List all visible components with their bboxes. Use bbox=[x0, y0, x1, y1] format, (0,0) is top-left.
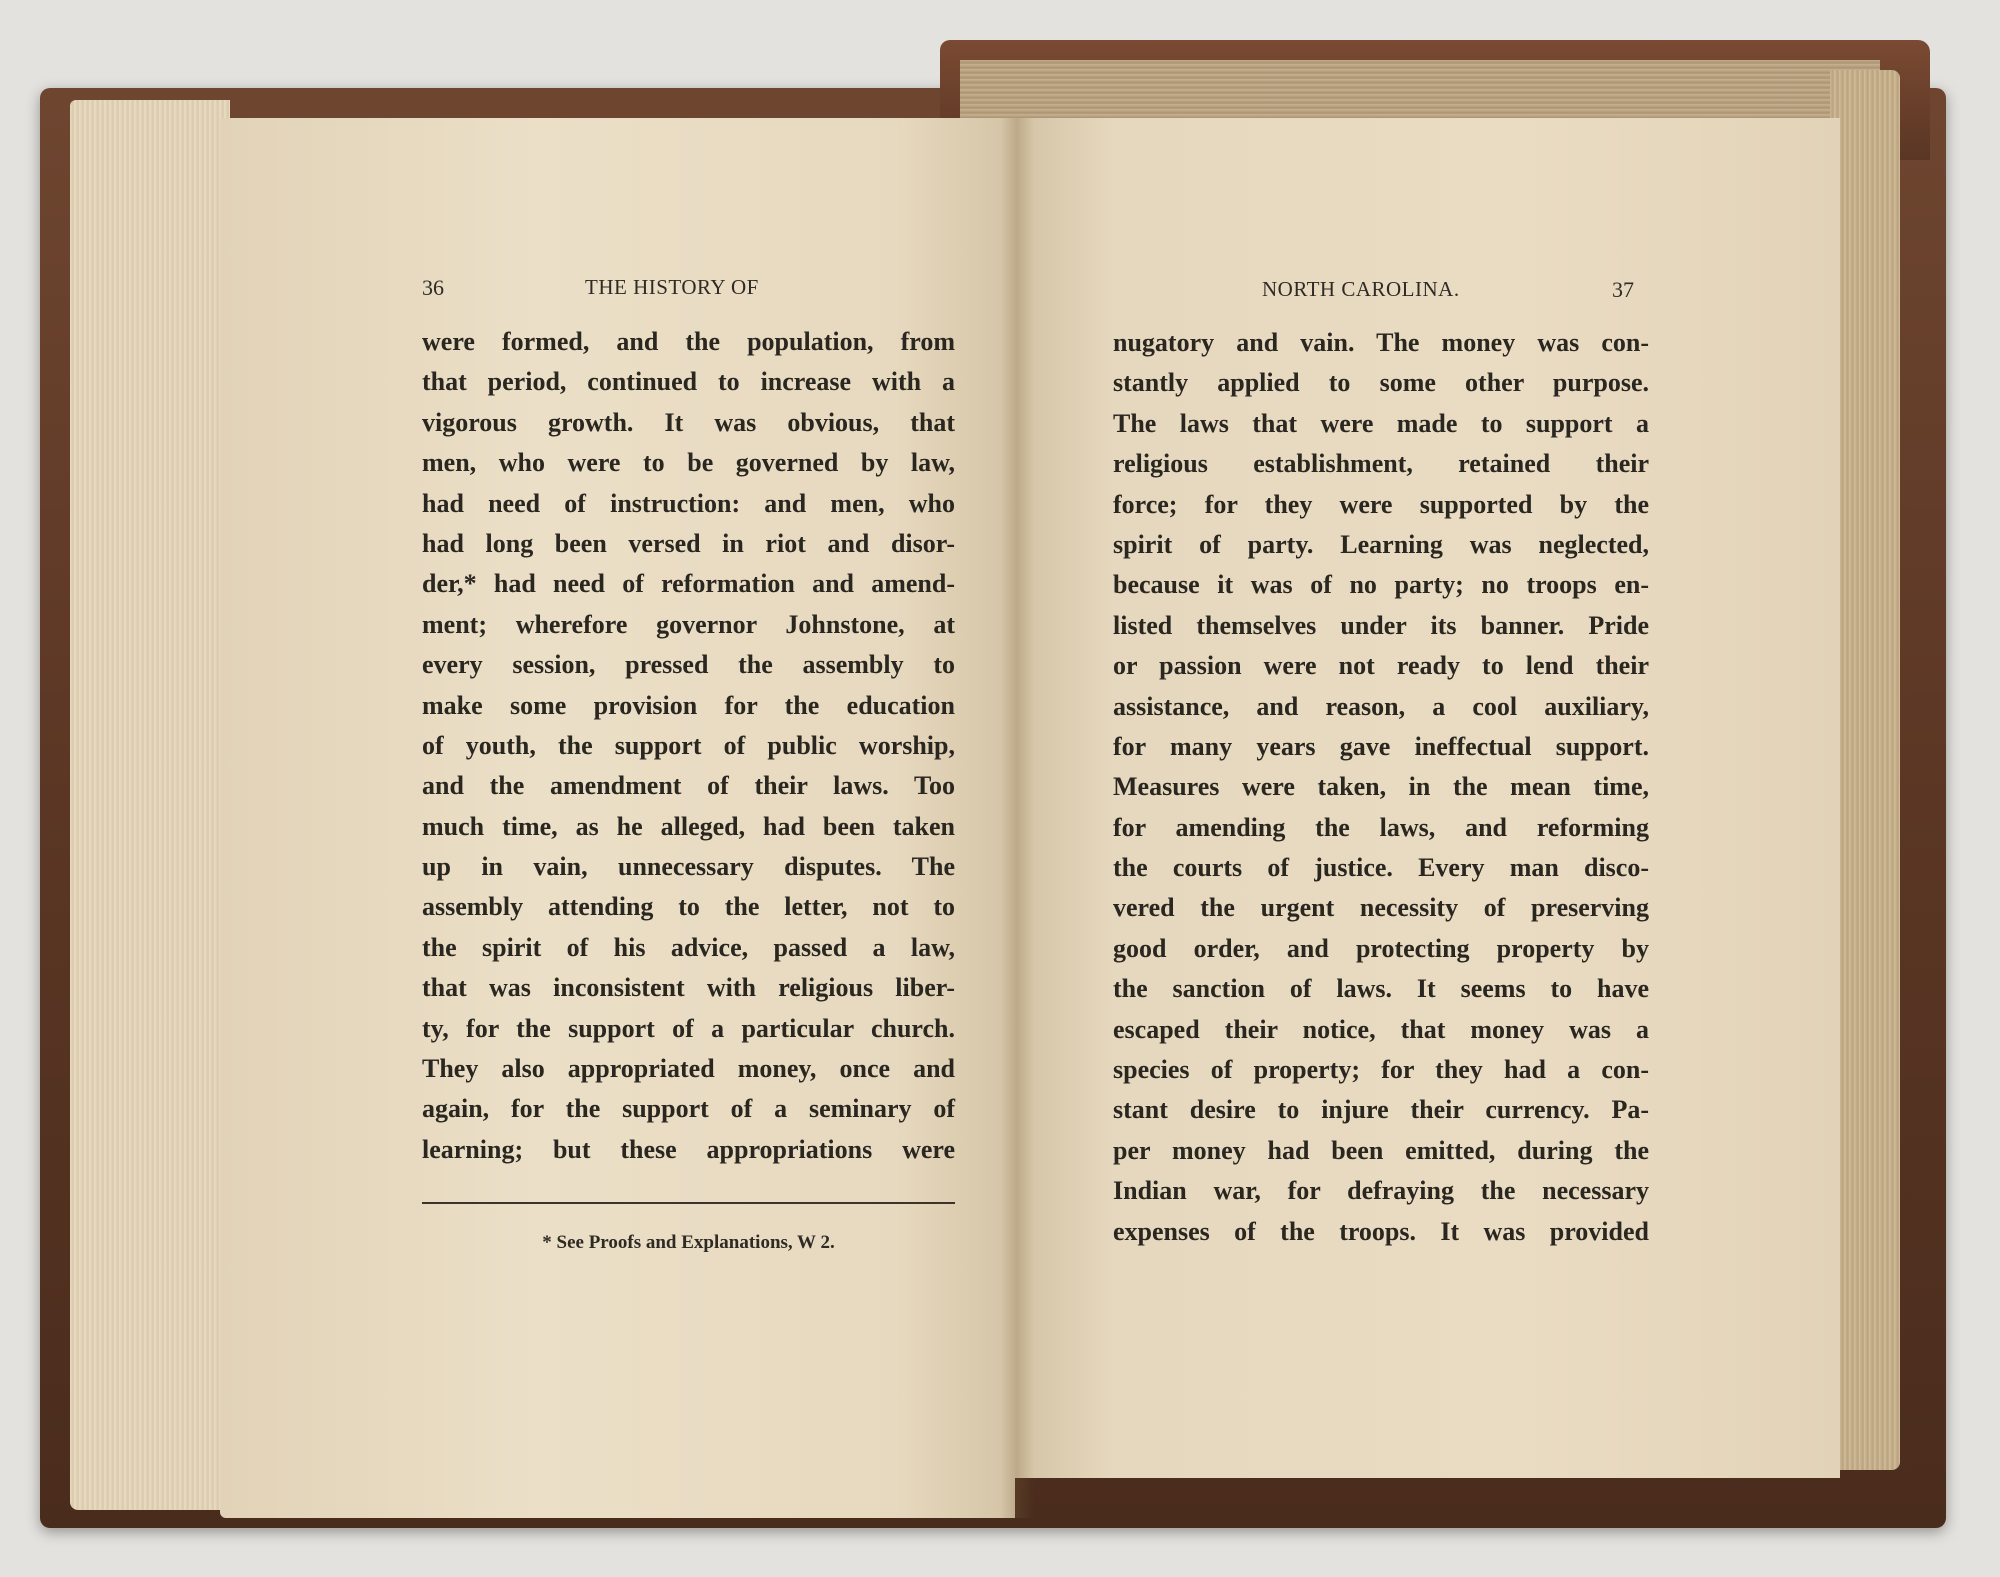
text-line: stantly applied to some other purpose. bbox=[1113, 368, 1649, 398]
text-line: of youth, the support of public worship, bbox=[422, 730, 955, 760]
text-line: The laws that were made to support a bbox=[1113, 408, 1649, 438]
text-line: vigorous growth. It was obvious, that bbox=[422, 407, 955, 437]
text-line: because it was of no party; no troops en- bbox=[1113, 570, 1649, 600]
text-line: had long been versed in riot and disor- bbox=[422, 528, 955, 558]
page-block-right-edge bbox=[1830, 70, 1900, 1470]
text-line: der,* had need of reformation and amend- bbox=[422, 569, 955, 599]
text-line: the sanction of laws. It seems to have bbox=[1113, 974, 1649, 1004]
text-line: ment; wherefore governor Johnstone, at bbox=[422, 609, 955, 639]
text-line: They also appropriated money, once and bbox=[422, 1054, 955, 1084]
text-line: had need of instruction: and men, who bbox=[422, 488, 955, 518]
text-line: ty, for the support of a particular church. bbox=[422, 1013, 955, 1043]
text-line: spirit of party. Learning was neglected, bbox=[1113, 529, 1649, 559]
left-running-head: THE HISTORY OF bbox=[585, 275, 759, 299]
text-line: species of property; for they had a con- bbox=[1113, 1055, 1649, 1085]
text-line: the courts of justice. Every man disco- bbox=[1113, 853, 1649, 883]
text-line: listed themselves under its banner. Pride bbox=[1113, 610, 1649, 640]
text-line: again, for the support of a seminary of bbox=[422, 1094, 955, 1124]
text-line: Measures were taken, in the mean time, bbox=[1113, 772, 1649, 802]
page-block-left-edge bbox=[70, 100, 230, 1510]
text-line: good order, and protecting property by bbox=[1113, 933, 1649, 963]
text-line: up in vain, unnecessary disputes. The bbox=[422, 852, 955, 882]
left-page-number: 36 bbox=[422, 275, 444, 300]
left-page-body bbox=[422, 322, 955, 1170]
right-page-number: 37 bbox=[1612, 277, 1634, 302]
text-line: that period, continued to increase with a bbox=[422, 367, 955, 397]
page-block-top-edge bbox=[960, 60, 1880, 120]
text-line: for many years gave ineffectual support. bbox=[1113, 731, 1649, 761]
text-line: men, who were to be governed by law, bbox=[422, 448, 955, 478]
book-gutter bbox=[1000, 118, 1034, 1518]
text-line: learning; but these appropriations were bbox=[422, 1134, 955, 1164]
right-page-body bbox=[1113, 323, 1649, 1252]
text-line: and the amendment of their laws. Too bbox=[422, 771, 955, 801]
footnote-rule bbox=[422, 1202, 955, 1204]
text-line: assembly attending to the letter, not to bbox=[422, 892, 955, 922]
text-line: per money had been emitted, during the bbox=[1113, 1135, 1649, 1165]
text-line: stant desire to injure their currency. Pa- bbox=[1113, 1095, 1649, 1125]
text-line: make some provision for the education bbox=[422, 690, 955, 720]
text-line: nugatory and vain. The money was con- bbox=[1113, 328, 1649, 357]
right-running-head: NORTH CAROLINA. bbox=[1262, 277, 1460, 301]
text-line: Indian war, for defraying the necessary bbox=[1113, 1176, 1649, 1206]
text-line: or passion were not ready to lend their bbox=[1113, 651, 1649, 681]
text-line: religious establishment, retained their bbox=[1113, 449, 1649, 479]
text-line: escaped their notice, that money was a bbox=[1113, 1014, 1649, 1044]
text-line: much time, as he alleged, had been taken bbox=[422, 811, 955, 841]
text-line: were formed, and the population, from bbox=[422, 327, 955, 356]
text-line: for amending the laws, and reforming bbox=[1113, 812, 1649, 842]
text-line: that was inconsistent with religious liber- bbox=[422, 973, 955, 1003]
footnote: * See Proofs and Explanations, W 2. bbox=[542, 1232, 835, 1253]
text-line: the spirit of his advice, passed a law, bbox=[422, 932, 955, 962]
text-line: vered the urgent necessity of preserving bbox=[1113, 893, 1649, 923]
text-line: expenses of the troops. It was provided bbox=[1113, 1216, 1649, 1246]
text-line: force; for they were supported by the bbox=[1113, 489, 1649, 519]
text-line: assistance, and reason, a cool auxiliary, bbox=[1113, 691, 1649, 721]
text-line: every session, pressed the assembly to bbox=[422, 650, 955, 680]
